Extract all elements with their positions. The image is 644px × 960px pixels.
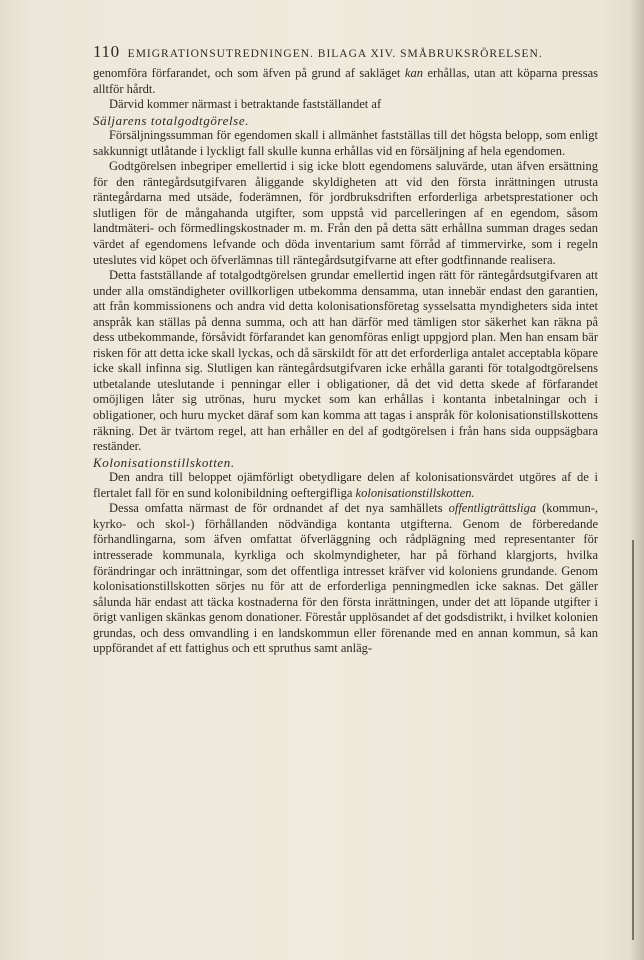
intro-paragraph-2: Därvid kommer närmast i betraktande fastställandet af xyxy=(109,97,382,112)
section2-p2-text-a: Dessa omfatta närmast de för ordnandet af det nya samhällets xyxy=(109,501,449,516)
intro-emphasis: kan xyxy=(404,66,423,80)
intro-text-b: erhållas, utan att köparna pressas alltför hårdt. xyxy=(93,66,598,96)
section-heading-saljarens: Säljarens totalgodtgörelse. xyxy=(93,112,250,128)
section2-paragraph-1 xyxy=(93,470,598,501)
section1-paragraph-3: Detta fastställande af totalgodtgörelsen grundar emellertid ingen rätt för räntegårdsutgifvaren att under alla omständigheter ovillkorligen utbekomma densamma, utan innebär endast den garantien, att från kommissionens och andra vid detta kolonisationsföretag sysselsatta myndigheters sida intet anspråk kan ställas på denna summa, och att han därför med tämligen stor säkerhet kan räkna på dess utbekommande, försåvidt förfarandet kan genomföras enligt uppgjord plan. Men han ensam bär risken för att detta icke skall lyckas, och då särskildt för att det erforderliga antalet acceptabla köpare icke skall infinna sig. Slutligen kan räntegårdsutgifvaren icke erhålla garanti för totalgodtgörelsens utbetalande uteslutande i penningar eller i obligationer, då det vid detta skede af förfarandet omöjligen låter sig utrönas, huru mycket som kan erhållas i kontanta inbetalningar och i obligationer, och huru mycket däraf som kan komma att tagas i anspråk för kolonisationstillskottens räkning. Det är tvärtom regel, att han erhåller en del af godtgörelsen i från hans sida ouppsägbara reständer. xyxy=(93,268,598,454)
page-edge-line xyxy=(632,540,634,940)
intro-paragraph-1 xyxy=(93,66,598,97)
section2-p2-text-b: (kommun-, kyrko- och skol-) förhållanden nödvändiga kontanta utgifterna. Genom de förberedande förhandlingarna, som äfven omfattat öfverläggning och rådplägning med representanter för intresserade kommunala, kyrkliga och skolmyndigheter, har på förhand klargjorts, hvilka förändringar och inrättningar, som det offentliga intresset kräfver vid koloniens grundande. Genom kolonisationstillskotten sörjes nu för att de erforderliga penningmedlen icke saknas. Det gäller sålunda här endast att täcka kostnaderna för den första inrättningen, under det att löpande utgifter i örigt vanligen skänkas genom donationer. Förestår upplösandet af det godsdistrikt, i hvilket kolonien grundas, och dess omvandling i en landskommun eller förenande med en annan kommun, så kan uppförandet af ett fattighus och ett spruthus samt anläg- xyxy=(93,501,598,656)
page-number: 110 xyxy=(93,42,120,61)
section2-p1-emphasis: kolonisationstillskotten. xyxy=(355,485,475,500)
section-heading-kolonisation: Kolonisationstillskotten. xyxy=(93,454,235,470)
section1-paragraph-2: Godtgörelsen inbegriper emellertid i sig icke blott egendomens saluvärde, utan äfven ersättning för den räntegårdsutgifvaren åliggande skyldigheten att vid den första inrättningen utrusta räntegårdarna med utsäde, foderämnen, för jordbruksdriften erforderliga arbetsprestationer och slutligen för de mångahanda utgifter, som uppstå vid parcelleringen af en egendom, såsom landtmäteri- och förmedlingskostnader m. m. Från den på detta sätt erhållna summan drages sedan värdet af egendomens lefvande och döda inventarium samt förråd af timmervirke, som i regeln uteslutes vid köpet och öfverlämnas till räntegårdsutgifvarne att efter godtfinnande realisera. xyxy=(93,159,598,267)
section1-paragraph-1: Försäljningssumman för egendomen skall i allmänhet fastställas till det högsta belopp, som enligt sakkunnigt utlåtande i lyckligt fall skulle kunna erhållas vid en försäljning af hela egendomen. xyxy=(93,128,598,158)
section2-paragraph-2 xyxy=(93,501,598,656)
page-header xyxy=(93,42,603,62)
section2-p2-emphasis: offentligträttsliga xyxy=(448,501,537,516)
section2-p1-text: Den andra till beloppet ojämförligt obetydligare delen af kolonisationsvärdet utgöres af de i flertalet fall för en sund kolonibildning oeftergifliga xyxy=(93,470,598,500)
body-text xyxy=(93,66,598,657)
running-title: EMIGRATIONSUTREDNINGEN. BILAGA XIV. SMÅBRUKSRÖRELSEN. xyxy=(127,48,543,60)
intro-text-a: genomföra förfarandet, och som äfven på grund af sakläget xyxy=(93,66,405,80)
